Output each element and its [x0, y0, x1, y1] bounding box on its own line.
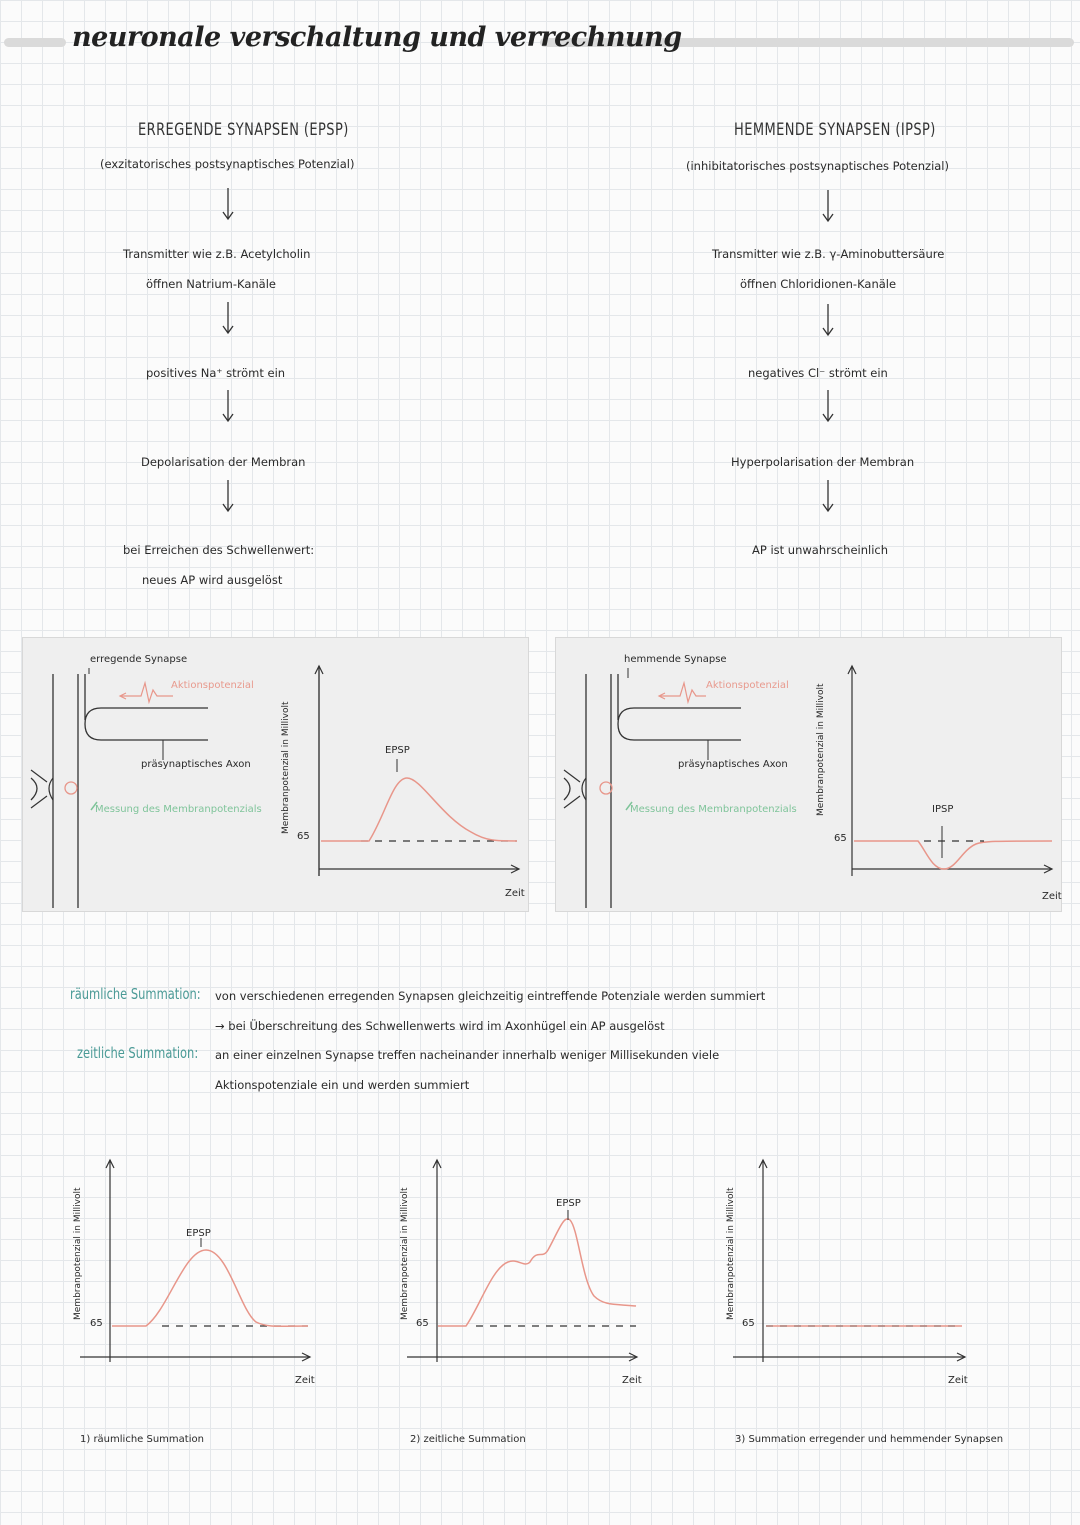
- spatial-summation-chart: [72, 1150, 312, 1390]
- arrow-down-icon: [822, 480, 834, 514]
- chart-caption: 2) zeitliche Summation: [410, 1434, 526, 1445]
- left-step4a: bei Erreichen des Schwellenwert:: [123, 543, 315, 557]
- chart-caption: 3) Summation erregender und hemmender Synapsen: [735, 1434, 1004, 1445]
- spatial-summation-text2: → bei Überschreitung des Schwellenwerts wird im Axonhügel ein AP ausgelöst: [215, 1019, 665, 1033]
- spatial-summation-term: räumliche Summation:: [70, 985, 201, 1003]
- combined-summation-chart: [726, 1150, 966, 1390]
- y-tick-label: 65: [297, 831, 310, 842]
- arrow-down-icon: [822, 390, 834, 424]
- ipsp-peak-label: IPSP: [932, 804, 954, 815]
- temporal-summation-term: zeitliche Summation:: [77, 1044, 199, 1062]
- arrow-down-icon: [222, 188, 234, 222]
- ipsp-chart: [814, 666, 1054, 906]
- epsp-peak-label: EPSP: [385, 745, 410, 756]
- left-step4b: neues AP wird ausgelöst: [142, 573, 283, 587]
- presynaptic-axon-label: präsynaptisches Axon: [141, 759, 251, 770]
- inhibitory-synapse-diagram: [555, 637, 1062, 912]
- right-subheading: (inhibitatorisches postsynaptisches Potenzial): [686, 159, 949, 173]
- x-axis-label: Zeit: [948, 1375, 968, 1386]
- y-tick-label: 65: [834, 833, 847, 844]
- measurement-label: Messung des Membranpotenzials: [95, 804, 262, 815]
- temporal-summation-text2: Aktionspotenziale ein und werden summiert: [215, 1078, 470, 1092]
- left-step1a: Transmitter wie z.B. Acetylcholin: [123, 247, 311, 261]
- right-heading: HEMMENDE SYNAPSEN (IPSP): [734, 120, 936, 140]
- epsp-chart: [281, 666, 521, 906]
- epsp-peak-label: EPSP: [556, 1198, 581, 1209]
- y-tick-label: 65: [742, 1318, 755, 1329]
- left-step2: positives Na⁺ strömt ein: [146, 366, 286, 380]
- left-subheading: (exzitatorisches postsynaptisches Potenzial): [100, 157, 355, 171]
- y-axis-label: Membranpotenzial in Millivolt: [400, 1187, 410, 1320]
- temporal-summation-text1: an einer einzelnen Synapse treffen nacheinander innerhalb weniger Millisekunden viele: [215, 1048, 720, 1062]
- spatial-summation-text1: von verschiedenen erregenden Synapsen gleichzeitig eintreffende Potenziale werden summiert: [215, 989, 766, 1003]
- right-step4: AP ist unwahrscheinlich: [752, 543, 889, 557]
- arrow-down-icon: [822, 304, 834, 338]
- left-heading: ERREGENDE SYNAPSEN (EPSP): [138, 120, 349, 140]
- x-axis-label: Zeit: [295, 1375, 315, 1386]
- y-axis-label: Membranpotenzial in Millivolt: [816, 683, 826, 816]
- action-potential-label: Aktionspotenzial: [706, 680, 789, 691]
- y-tick-label: 65: [90, 1318, 103, 1329]
- excitatory-synapse-label: erregende Synapse: [90, 654, 188, 665]
- arrow-down-icon: [222, 302, 234, 336]
- arrow-down-icon: [822, 190, 834, 224]
- page-title: neuronale verschaltung und verrechnung: [72, 22, 682, 53]
- presynaptic-axon-label: präsynaptisches Axon: [678, 759, 788, 770]
- right-step1b: öffnen Chloridionen-Kanäle: [740, 277, 897, 291]
- right-step1a: Transmitter wie z.B. γ-Aminobuttersäure: [712, 247, 945, 261]
- action-potential-label: Aktionspotenzial: [171, 680, 254, 691]
- measurement-label: Messung des Membranpotenzials: [630, 804, 797, 815]
- y-axis-label: Membranpotenzial in Millivolt: [726, 1187, 736, 1320]
- epsp-peak-label: EPSP: [186, 1228, 211, 1239]
- right-step2: negatives Cl⁻ strömt ein: [748, 366, 888, 380]
- left-step3: Depolarisation der Membran: [141, 455, 306, 469]
- x-axis-label: Zeit: [622, 1375, 642, 1386]
- arrow-down-icon: [222, 390, 234, 424]
- right-step3: Hyperpolarisation der Membran: [731, 455, 915, 469]
- temporal-summation-chart: [400, 1150, 640, 1390]
- excitatory-synapse-diagram: [22, 637, 529, 912]
- x-axis-label: Zeit: [505, 888, 525, 899]
- x-axis-label: Zeit: [1042, 891, 1062, 902]
- y-axis-label: Membranpotenzial in Millivolt: [281, 701, 291, 834]
- inhibitory-synapse-label: hemmende Synapse: [624, 654, 727, 665]
- left-step1b: öffnen Natrium-Kanäle: [146, 277, 276, 291]
- chart-caption: 1) räumliche Summation: [80, 1434, 204, 1445]
- y-tick-label: 65: [416, 1318, 429, 1329]
- title-bar-left: [4, 38, 66, 47]
- y-axis-label: Membranpotenzial in Millivolt: [73, 1187, 83, 1320]
- arrow-down-icon: [222, 480, 234, 514]
